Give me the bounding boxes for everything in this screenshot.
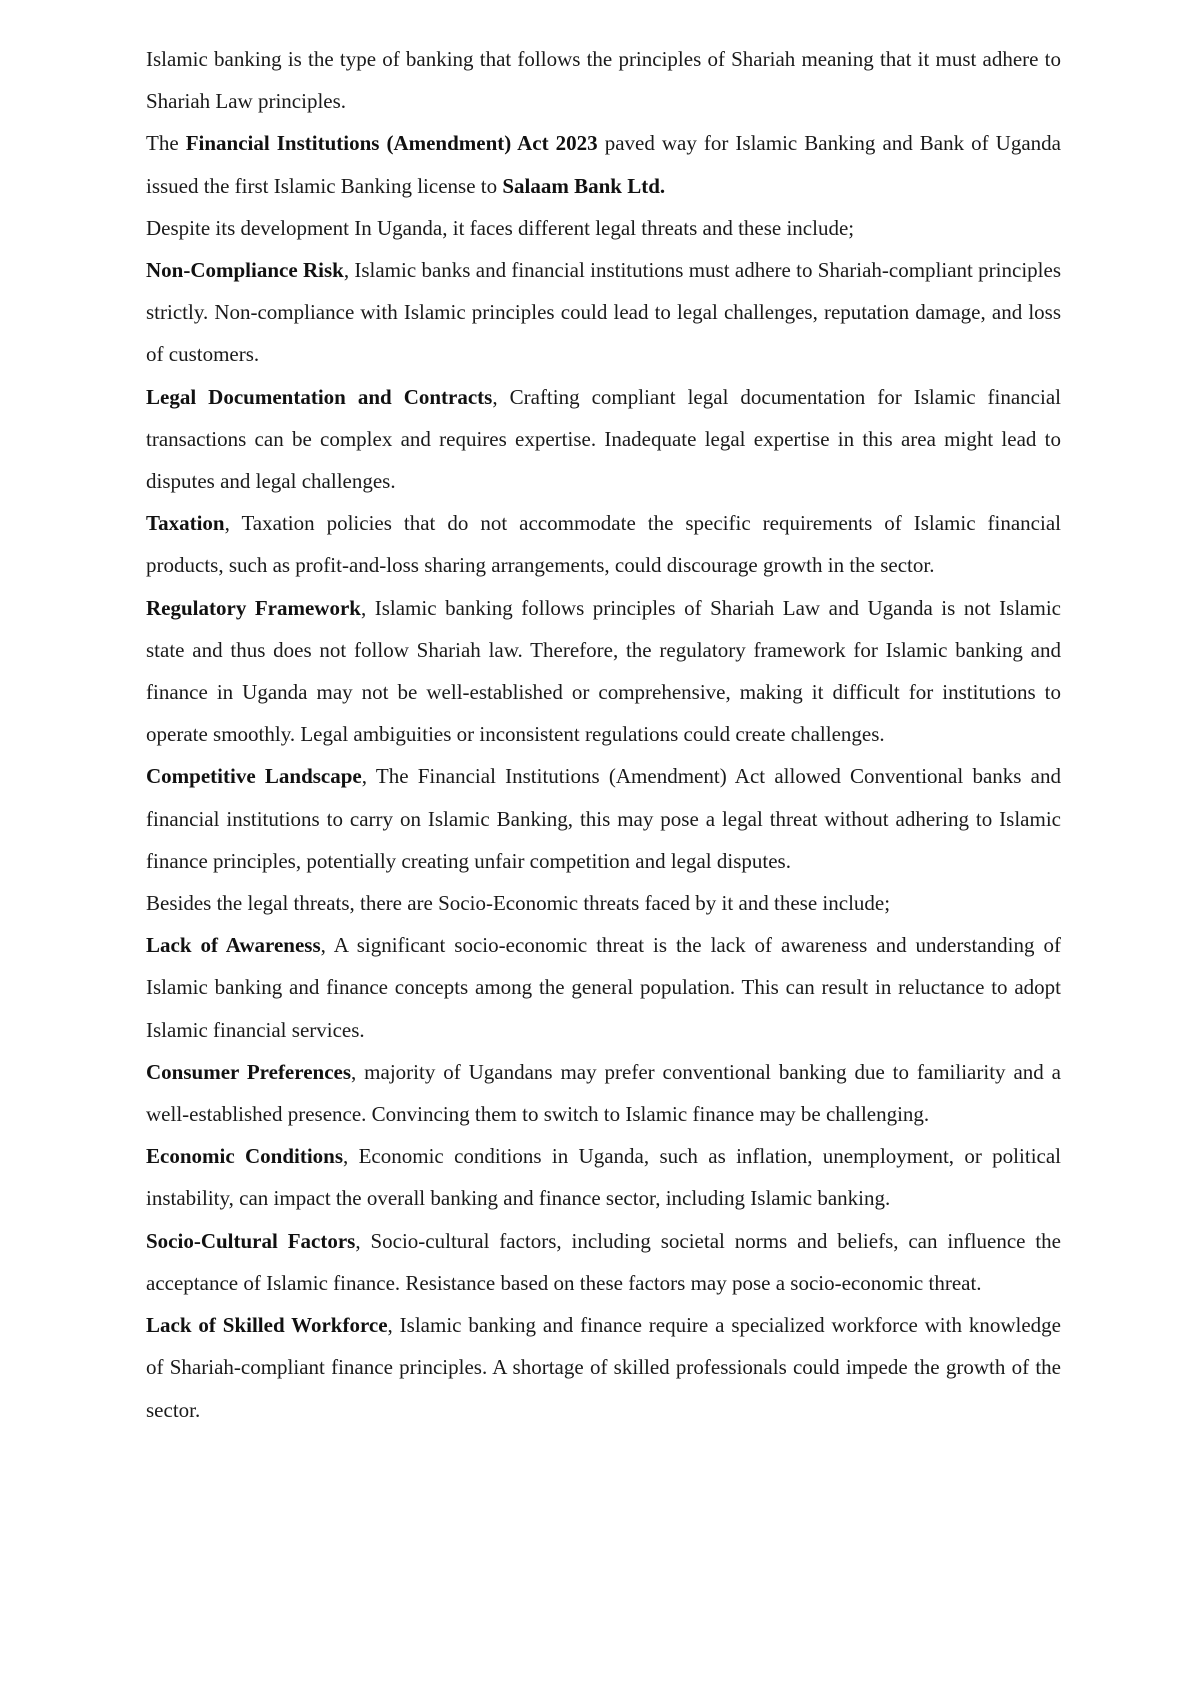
threat-economic-conditions (146, 1135, 1061, 1219)
threat-term: Legal Documentation and Contracts (146, 384, 493, 409)
threat-description: , Economic conditions in Uganda, such as inflation, unemployment, or political instability, can impact the overall banking and finance sector, including Islamic banking. (146, 1144, 1061, 1211)
act-paragraph (146, 122, 1061, 206)
threat-term: Economic Conditions (146, 1144, 344, 1169)
threat-non-compliance-risk (146, 249, 1061, 376)
threat-description: , Socio-cultural factors, including societal norms and beliefs, can influence the acceptance of Islamic finance. Resistance based on these factors may pose a socio-economic threat. (146, 1228, 1061, 1295)
threat-term: Lack of Skilled Workforce (146, 1313, 388, 1338)
threat-lack-of-skilled-workforce (146, 1304, 1061, 1431)
threat-consumer-preferences (146, 1051, 1061, 1135)
threat-description: , majority of Ugandans may prefer conventional banking due to familiarity and a well-established presence. Convincing them to switch to Islamic finance may be challenging. (146, 1059, 1061, 1127)
threat-lack-of-awareness (146, 924, 1061, 1051)
threat-description: , Taxation policies that do not accommodate the specific requirements of Islamic financial products, such as profit-and-loss sharing arrangements, could discourage growth in the sector. (146, 511, 1061, 578)
threat-regulatory-framework (146, 587, 1061, 756)
threat-description: , Islamic banking and finance require a specialized workforce with knowledge of Shariah-compliant finance principles. A shortage of skilled professionals could impede the growth of the sector. (146, 1313, 1061, 1422)
threat-description: , The Financial Institutions (Amendment) Act allowed Conventional banks and financial institutions to carry on Islamic Banking, this may pose a legal threat without adhering to Islamic finance principles, potentially creating unfair competition and legal disputes. (146, 764, 1062, 873)
act-name: Financial Institutions (Amendment) Act 2023 (185, 131, 598, 156)
threat-term: Taxation (146, 511, 225, 536)
paragraph-text: paved way for Islamic Banking and Bank of Uganda issued the first Islamic Banking license to (146, 131, 1061, 198)
threat-legal-documentation (146, 376, 1061, 503)
threat-description: , A significant socio-economic threat is the lack of awareness and understanding of Islamic banking and finance concepts among the general population. This can result in reluctance to adopt Islamic financial services. (146, 933, 1061, 1042)
threat-term: Lack of Awareness (146, 933, 321, 958)
bank-name: Salaam Bank Ltd. (502, 173, 666, 198)
paragraph-text: Islamic banking is the type of banking that follows the principles of Shariah meaning that it must adhere to Shariah Law principles. (146, 47, 1061, 114)
socio-economic-threats-intro (146, 882, 1061, 924)
threat-description: , Islamic banking follows principles of Shariah Law and Uganda is not Islamic state and thus does not follow Shariah law. Therefore, the regulatory framework for Islamic banking and finance in Uganda may not be well-established or comprehensive, making it difficult for institutions to operate smoothly. Legal ambiguities or inconsistent regulations could create challenges. (146, 595, 1061, 747)
threat-description: , Islamic banks and financial institutions must adhere to Shariah-compliant principles strictly. Non-compliance with Islamic principles could lead to legal challenges, reputation damage, and loss of customers. (146, 258, 1061, 367)
legal-threats-intro (146, 207, 1061, 249)
threat-term: Regulatory Framework (146, 595, 361, 620)
threat-competitive-landscape (146, 755, 1061, 882)
threat-term: Competitive Landscape (146, 764, 362, 789)
paragraph-text: Besides the legal threats, there are Socio-Economic threats faced by it and these include; (146, 891, 891, 916)
threat-taxation (146, 502, 1061, 586)
threat-term: Consumer Preferences (146, 1059, 352, 1084)
threat-socio-cultural-factors (146, 1220, 1061, 1304)
threat-description: , Crafting compliant legal documentation for Islamic financial transactions can be complex and requires expertise. Inadequate legal expertise in this area might lead to disputes and legal challenges. (146, 384, 1061, 494)
paragraph-text: Despite its development In Uganda, it faces different legal threats and these include; (146, 215, 855, 240)
intro-paragraph (146, 38, 1061, 122)
threat-term: Socio-Cultural Factors (146, 1228, 356, 1253)
paragraph-text: The (146, 131, 186, 156)
document-page (146, 38, 1061, 1431)
threat-term: Non-Compliance Risk (146, 258, 344, 283)
